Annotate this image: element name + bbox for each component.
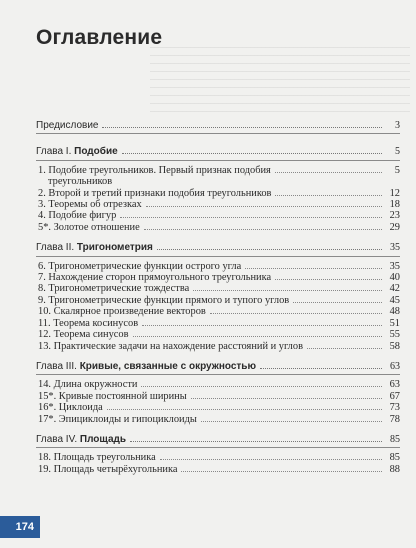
item-label: 7. Нахождение сторон прямоугольного треугольника	[38, 272, 272, 284]
toc-item[interactable]	[36, 210, 400, 221]
chapter-heading-1[interactable]	[36, 146, 400, 160]
preface-label: Предисловие	[36, 120, 99, 131]
dot-leader	[160, 459, 382, 460]
item-page: 88	[389, 463, 400, 475]
item-page: 29	[389, 221, 400, 233]
item-label: 16*. Циклоида	[38, 402, 103, 414]
toc-item[interactable]	[36, 222, 400, 233]
dot-leader	[293, 302, 382, 303]
chapter-name: Площадь	[79, 433, 127, 445]
item-page: 63	[389, 379, 400, 391]
dot-leader	[144, 229, 382, 230]
show-through-text	[150, 40, 410, 112]
toc-item[interactable]	[36, 261, 400, 272]
page-title: Оглавление	[36, 26, 163, 49]
dot-leader	[157, 249, 382, 250]
toc-item[interactable]	[36, 188, 400, 199]
item-page: 40	[389, 272, 400, 284]
item-label: 6. Тригонометрические функции острого угла	[38, 260, 242, 272]
chapter-page: 85	[390, 433, 400, 445]
dot-leader	[141, 386, 382, 387]
item-page: 55	[389, 329, 400, 341]
chapter-heading-2[interactable]	[36, 242, 400, 256]
toc-item[interactable]	[36, 452, 400, 463]
dot-leader	[122, 153, 382, 154]
dot-leader	[107, 409, 382, 410]
item-label	[38, 165, 271, 188]
dot-leader	[210, 313, 382, 314]
dot-leader	[181, 471, 382, 472]
item-label: 12. Теорема синусов	[38, 329, 129, 341]
item-page: 18	[389, 199, 400, 211]
item-page: 42	[389, 283, 400, 295]
item-label-line1: 1. Подобие треугольников. Первый признак подобия	[38, 164, 271, 176]
toc-item[interactable]	[36, 306, 400, 317]
page-number: 174	[15, 521, 34, 533]
item-label: 10. Скалярное произведение векторов	[38, 306, 206, 318]
chapter-2-items	[36, 257, 400, 352]
toc-item[interactable]	[36, 329, 400, 340]
chapter-3-items	[36, 375, 400, 425]
toc-item[interactable]	[36, 402, 400, 413]
chapter-1-items	[36, 161, 400, 233]
item-label: 4. Подобие фигур	[38, 210, 117, 222]
dot-leader	[260, 368, 382, 369]
item-label: 14. Длина окружности	[38, 379, 138, 391]
dot-leader	[307, 348, 382, 349]
dot-leader	[275, 172, 382, 173]
toc-item[interactable]	[36, 295, 400, 306]
chapter-name: Подобие	[74, 146, 118, 158]
chapter-name: Кривые, связанные с окружностью	[79, 360, 256, 372]
dot-leader	[191, 398, 382, 399]
item-page: 73	[389, 402, 400, 414]
toc-item[interactable]	[36, 199, 400, 210]
item-page: 85	[389, 452, 400, 464]
item-page: 78	[389, 413, 400, 425]
item-label: 13. Практические задачи на нахождение расстояний и углов	[38, 340, 303, 352]
item-label: 17*. Эпициклоиды и гипоциклоиды	[38, 413, 197, 425]
chapter-page: 5	[395, 146, 400, 158]
preface-page: 3	[395, 120, 400, 131]
item-page: 23	[389, 210, 400, 222]
item-label: 8. Тригонометрические тождества	[38, 283, 190, 295]
toc-entry-preface[interactable]	[36, 120, 400, 134]
item-label: 9. Тригонометрические функции прямого и тупого углов	[38, 294, 290, 306]
item-label: 19. Площадь четырёхугольника	[38, 463, 178, 475]
toc-item[interactable]	[36, 272, 400, 283]
item-page: 12	[389, 187, 400, 199]
chapter-prefix: Глава III.	[36, 360, 77, 372]
dot-leader	[130, 441, 382, 442]
dot-leader	[193, 290, 382, 291]
chapter-name: Тригонометрия	[76, 242, 153, 254]
dot-leader	[275, 279, 382, 280]
dot-leader	[275, 195, 382, 196]
item-label: 2. Второй и третий признаки подобия треугольников	[38, 187, 272, 199]
dot-leader	[133, 336, 382, 337]
dot-leader	[102, 127, 382, 128]
item-page: 45	[389, 294, 400, 306]
item-label-line2: треугольников	[48, 176, 113, 188]
dot-leader	[120, 217, 382, 218]
toc-item[interactable]	[36, 318, 400, 329]
chapter-4-items	[36, 448, 400, 475]
item-page: 48	[389, 306, 400, 318]
dot-leader	[146, 206, 382, 207]
toc-item[interactable]	[36, 464, 400, 475]
item-page: 67	[389, 390, 400, 402]
item-label: 3. Теоремы об отрезках	[38, 199, 142, 211]
chapter-prefix: Глава IV.	[36, 433, 78, 445]
dot-leader	[245, 268, 382, 269]
dot-leader	[201, 421, 382, 422]
chapter-heading-3[interactable]	[36, 361, 400, 375]
table-of-contents	[36, 120, 400, 475]
item-label: 11. Теорема косинусов	[38, 317, 139, 329]
chapter-page: 63	[390, 360, 400, 372]
item-page: 35	[389, 260, 400, 272]
chapter-page: 35	[390, 242, 400, 254]
item-label: 5*. Золотое отношение	[38, 221, 140, 233]
toc-item[interactable]	[36, 165, 400, 188]
toc-item[interactable]	[36, 283, 400, 294]
dot-leader	[142, 325, 382, 326]
toc-item[interactable]	[36, 341, 400, 352]
item-label: 18. Площадь треугольника	[38, 452, 156, 464]
item-page: 5	[394, 164, 400, 176]
item-label: 15*. Кривые постоянной ширины	[38, 390, 187, 402]
chapter-heading-4[interactable]	[36, 434, 400, 448]
chapter-prefix: Глава II.	[36, 242, 75, 254]
page-number-tab	[0, 516, 40, 538]
toc-item[interactable]	[36, 414, 400, 425]
toc-item[interactable]	[36, 391, 400, 402]
item-page: 51	[389, 317, 400, 329]
item-page: 58	[389, 340, 400, 352]
toc-item[interactable]	[36, 379, 400, 390]
chapter-prefix: Глава I.	[36, 146, 72, 158]
